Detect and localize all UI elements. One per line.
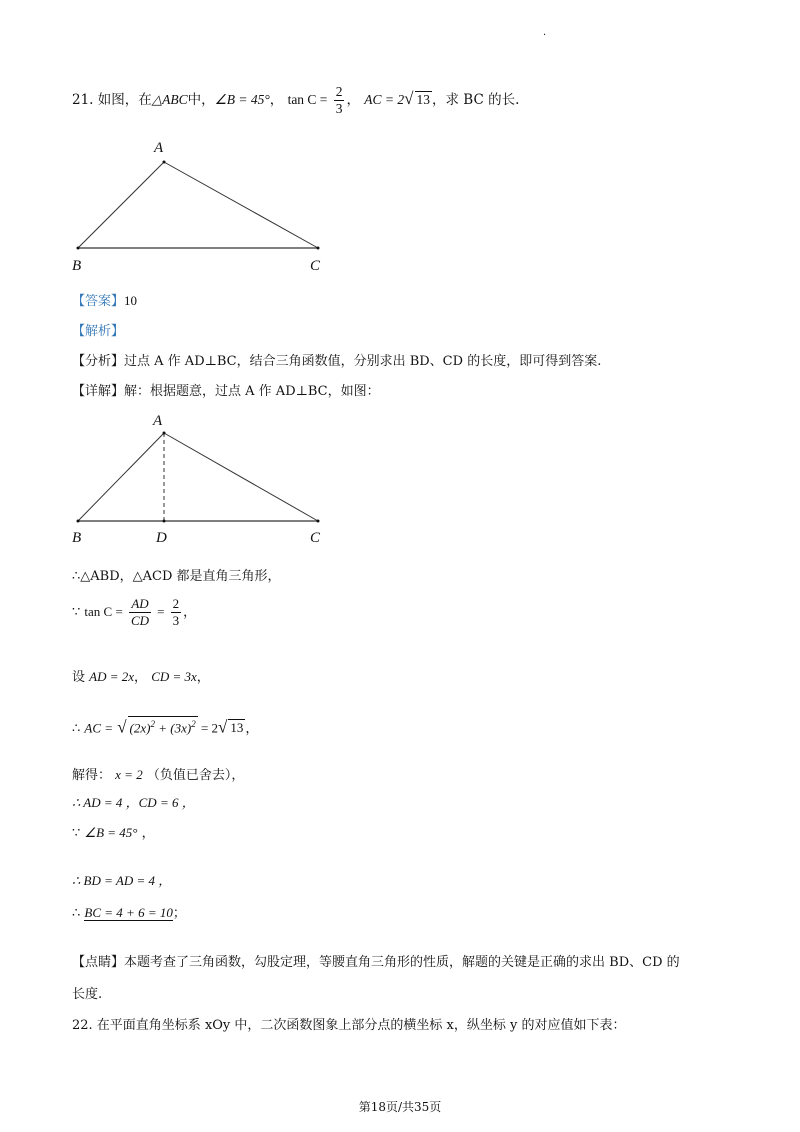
step-5 xyxy=(72,764,244,783)
step-2-numerator-ad: AD xyxy=(131,596,149,611)
step-7-because: ∵ xyxy=(72,826,81,841)
analysis-tag: 【解析】 xyxy=(72,324,125,339)
q21-tan-fraction xyxy=(334,84,345,117)
fenxi-line xyxy=(72,350,601,369)
xiangjie-text: 解：根据题意，过点 A 作 AD⊥BC，如图： xyxy=(124,384,380,399)
q21-sqrt-sign: √ xyxy=(404,89,414,108)
page-mark: · xyxy=(543,30,547,41)
dianjing-text-1: 本题考查了三角函数，勾股定理，等腰直角三角形的性质，解题的关键是正确的求出 BD、CD 的 xyxy=(124,955,680,970)
q21-ac: AC = 2 xyxy=(364,92,405,107)
step-4-therefore: ∴ xyxy=(72,721,81,737)
point-b xyxy=(77,247,80,250)
xiangjie-line xyxy=(72,380,380,399)
step-7 xyxy=(72,822,155,841)
side-ab xyxy=(78,433,164,521)
q21-tail: ，求 BC 的长. xyxy=(432,92,520,108)
q21-lead: 21. 如图，在 xyxy=(72,92,152,108)
dianjing-line-2: 长度. xyxy=(72,987,103,1002)
answer-value: 10 xyxy=(124,293,138,308)
step-9-therefore: ∴ xyxy=(72,906,81,921)
label-c: C xyxy=(310,258,321,274)
point-a xyxy=(163,432,166,435)
step-2-end: ， xyxy=(183,605,197,620)
fenxi-tag: 【分析】 xyxy=(72,354,125,369)
q21-comma2: ， xyxy=(346,92,360,108)
q21-tan-denominator: 3 xyxy=(335,101,343,116)
step-7-end: ， xyxy=(141,826,155,841)
label-b: B xyxy=(72,530,82,546)
xiangjie-tag: 【详解】 xyxy=(72,384,125,399)
step-9 xyxy=(72,902,186,921)
q21-mid: 中， xyxy=(187,92,215,108)
step-4-radicand-13: 13 xyxy=(230,720,244,736)
step-2-tan: tan C = xyxy=(84,604,123,619)
step-5-pre: 解得： xyxy=(72,768,112,783)
q21-angle-b: ∠B = 45° xyxy=(214,92,270,107)
step-2-fraction-2-3 xyxy=(171,596,182,629)
triangle-figure-2 xyxy=(60,405,350,555)
step-5-note: （负值已舍去）， xyxy=(146,768,245,783)
answer-tag: 【答案】 xyxy=(72,294,125,309)
dianjing-tag: 【点睛】 xyxy=(72,955,125,970)
step-3-pre: 设 xyxy=(72,670,86,685)
label-d: D xyxy=(156,530,167,546)
side-ac xyxy=(164,433,318,521)
label-a: A xyxy=(154,140,164,156)
step-2-equals: = xyxy=(157,604,165,619)
step-2-fraction-ad-cd xyxy=(129,596,151,629)
step-4-ac: AC = xyxy=(84,720,114,736)
step-4-radicand: $(2x)^2 + (3x)^2$ xyxy=(128,716,198,735)
step-5-eq: x = 2 xyxy=(115,767,143,782)
fenxi-text: 过点 A 作 AD⊥BC，结合三角函数值，分别求出 BD、CD 的长度，即可得到答案. xyxy=(124,354,602,369)
q21-triangle: △ABC xyxy=(151,92,188,107)
step-3-sep: ， xyxy=(134,670,148,685)
q21-tan-label: tan C = xyxy=(287,92,328,107)
step-1: ∴△ABD，△ACD 都是直角三角形， xyxy=(72,569,281,584)
point-c xyxy=(317,520,320,523)
step-9-result: BC = 4 + 6 = 10 xyxy=(84,905,173,920)
step-4-sqrt-sign-2: √ xyxy=(218,717,228,737)
point-c xyxy=(317,247,320,250)
step-3-ad: AD = 2x xyxy=(89,669,135,684)
step-4-end: ， xyxy=(245,721,259,737)
page-footer: 第18页/共35页 xyxy=(358,1100,442,1114)
question-21 xyxy=(72,84,519,117)
step-2-because: ∵ xyxy=(72,605,81,620)
step-4 xyxy=(72,716,258,737)
step-2-denominator-3: 3 xyxy=(172,613,180,628)
step-4-sqrt-sign: √ xyxy=(117,717,127,737)
label-a: A xyxy=(153,413,163,429)
step-6: ∴ AD = 4 ，CD = 6 ， xyxy=(72,795,195,810)
q21-sqrt-radicand: 13 xyxy=(416,92,430,107)
step-2-denominator-cd: CD xyxy=(130,613,150,628)
q21-comma1: ， xyxy=(269,92,284,108)
side-ac xyxy=(164,162,318,248)
point-b xyxy=(77,520,80,523)
answer-line xyxy=(72,290,137,309)
triangle-figure-1 xyxy=(60,130,350,280)
label-c: C xyxy=(310,530,321,546)
step-4-equals: = 2 xyxy=(197,720,219,736)
label-b: B xyxy=(72,258,82,274)
step-3-cd: CD = 3x xyxy=(151,669,197,684)
step-3 xyxy=(72,666,210,685)
question-22: 22. 在平面直角坐标系 xOy 中，二次函数图象上部分点的横坐标 x，纵坐标 y 的对应值如下表： xyxy=(72,1018,626,1033)
point-d xyxy=(163,520,166,523)
step-4-term-2x: (2x) xyxy=(129,720,151,736)
step-3-end: ， xyxy=(196,670,210,685)
q21-tan-numerator: 2 xyxy=(335,84,343,99)
side-ab xyxy=(78,162,164,248)
point-a xyxy=(163,161,166,164)
dianjing-line-1 xyxy=(72,951,680,970)
step-4-term-3x: + (3x) xyxy=(154,720,192,736)
step-8: ∴ BD = AD = 4 ， xyxy=(72,873,172,888)
step-7-angle: ∠B = 45° xyxy=(84,825,138,840)
step-2-numerator-2: 2 xyxy=(172,596,180,611)
step-9-end: ； xyxy=(172,906,186,921)
step-2 xyxy=(72,596,196,629)
